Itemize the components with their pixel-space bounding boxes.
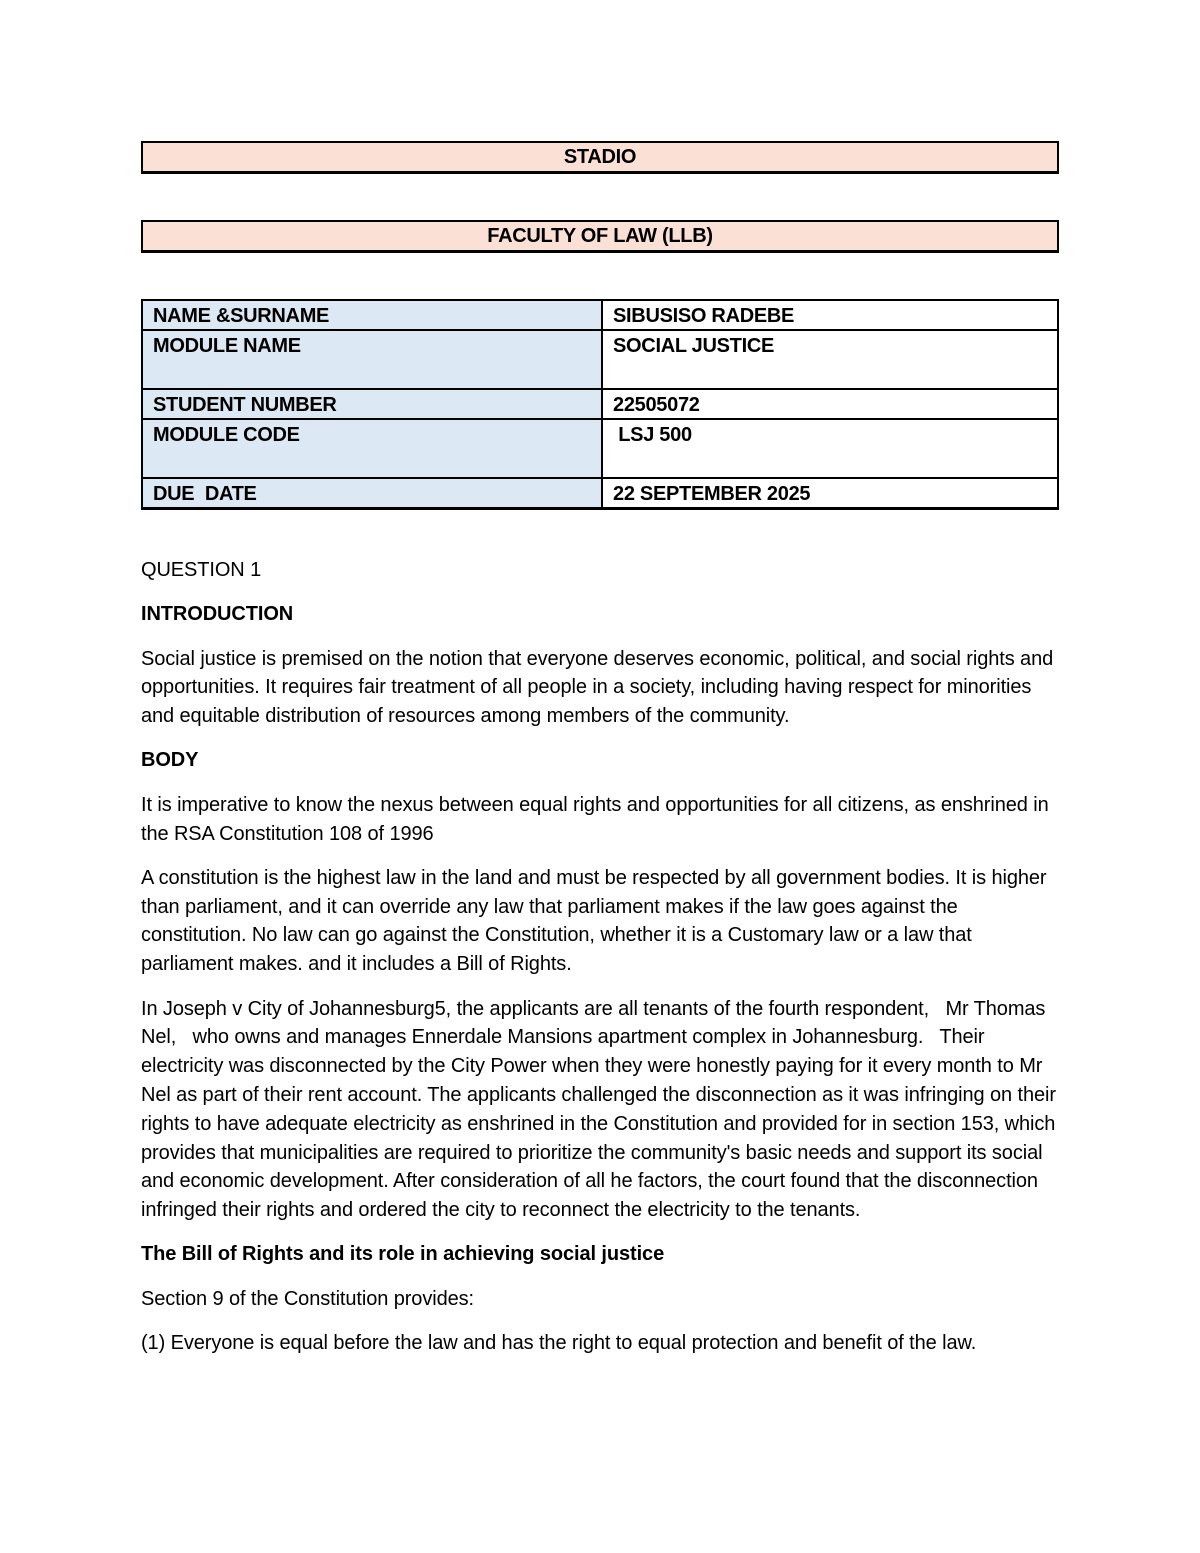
name-label: NAME &SURNAME [142, 300, 602, 330]
table-row [142, 419, 1058, 478]
question-heading: QUESTION 1 [141, 559, 262, 581]
table-row [142, 389, 1058, 419]
body-heading: BODY [141, 749, 199, 772]
student-number-label: STUDENT NUMBER [142, 389, 602, 419]
introduction-paragraph: Social justice is premised on the notion that everyone deserves economic, political, and social rights and opportunities. It requires fair treatment of all people in a society, including having respect for minorities and equitable distribution of resources among members of the community. [141, 647, 1054, 728]
institution-name: STADIO [563, 146, 637, 168]
faculty-banner [141, 220, 1059, 253]
bill-of-rights-heading: The Bill of Rights and its role in achieving social justice [141, 1243, 665, 1266]
due-date-value: 22 SEPTEMBER 2025 [602, 478, 1058, 509]
body-paragraph: It is imperative to know the nexus between equal rights and opportunities for all citizens, as enshrined in the RSA Constitution 108 of 1996 [141, 793, 1049, 845]
student-number-value: 22505072 [602, 389, 1058, 419]
table-row [142, 330, 1058, 389]
table-row [142, 300, 1058, 330]
table-row [142, 478, 1058, 509]
essay-content [141, 556, 1062, 1373]
module-name-label: MODULE NAME [142, 330, 602, 389]
body-paragraph: In Joseph v City of Johannesburg5, the applicants are all tenants of the fourth respondent, Mr Thomas Nel, who owns and manages Ennerdale Mansions apartment complex in Johannesburg. Their electricity was disconnected by the City Power when they were honestly paying for it every month to Mr Nel as part of their rent account. The applicants challenged the disconnection as it was infringing on their rights to have adequate electricity as enshrined in the Constitution and provided for in section 153, which provides that municipalities are required to prioritize the community's basic needs and support its social and economic development. After consideration of all he factors, the court found that the disconnection infringed their rights and ordered the city to reconnect the electricity to the tenants. [141, 997, 1062, 1222]
section9-intro: Section 9 of the Constitution provides: [141, 1287, 474, 1310]
student-info-table [141, 299, 1059, 510]
name-value: SIBUSISO RADEBE [602, 300, 1058, 330]
faculty-name: FACULTY OF LAW (LLB) [487, 225, 713, 247]
body-paragraph: A constitution is the highest law in the land and must be respected by all government bodies. It is higher than parliament, and it can override any law that parliament makes if the law goes against the constitution. No law can go against the Constitution, whether it is a Customary law or a law that parliament makes. and it includes a Bill of Rights. [141, 866, 1047, 976]
section9-item: (1) Everyone is equal before the law and has the right to equal protection and benefit of the law. [141, 1332, 977, 1355]
due-date-label: DUE DATE [142, 478, 602, 509]
institution-banner [141, 141, 1059, 174]
module-name-value: SOCIAL JUSTICE [602, 330, 1058, 389]
module-code-value: LSJ 500 [602, 419, 1058, 478]
module-code-label: MODULE CODE [142, 419, 602, 478]
introduction-heading: INTRODUCTION [141, 603, 294, 626]
